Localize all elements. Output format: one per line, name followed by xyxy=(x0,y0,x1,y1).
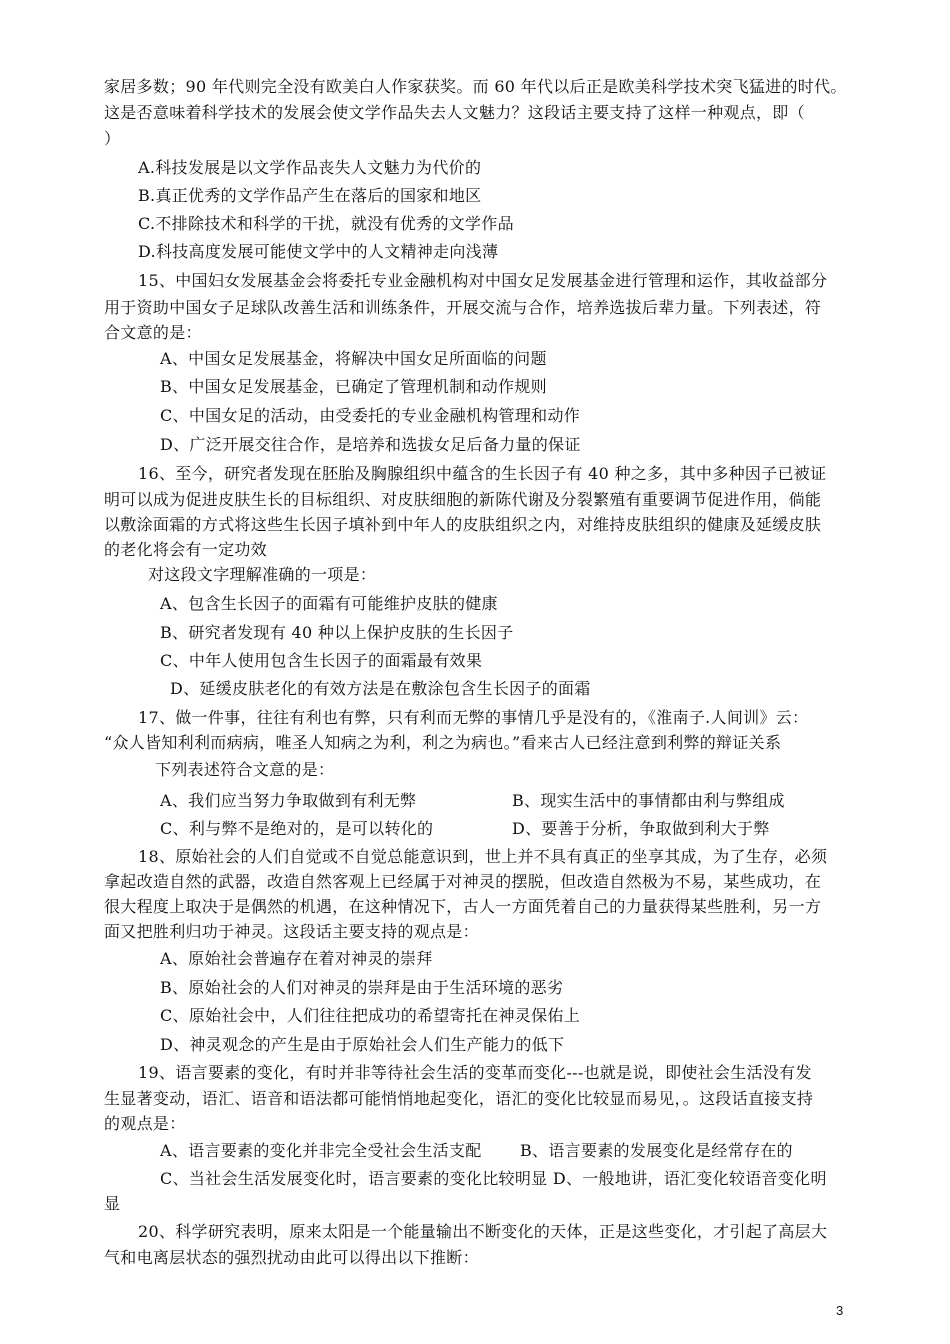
q14-stem-line-2: 这是否意味着科学技术的发展会使文学作品失去人文魅力？这段话主要支持了这样一种观点，即（ xyxy=(104,103,805,122)
q14-option-b: B.真正优秀的文学作品产生在落后的国家和地区 xyxy=(138,186,482,205)
q15-stem-line-3: 合文意的是： xyxy=(104,323,202,342)
q16-stem-line-4: 的老化将会有一定功效 xyxy=(104,540,268,559)
q16-prompt: 对这段文字理解准确的一项是： xyxy=(148,565,377,584)
q17-option-d: D、要善于分析，争取做到利大于弊 xyxy=(512,819,770,838)
q16-stem-line-1: 16、至今，研究者发现在胚胎及胸腺组织中蕴含的生长因子有 40 种之多，其中多种因子已被证 xyxy=(138,464,827,483)
q19-stem-line-1: 19、语言要素的变化，有时并非等待社会生活的变革而变化---也就是说，即使社会生活没有发 xyxy=(138,1063,812,1082)
q14-option-d: D.科技高度发展可能使文学中的人文精神走向浅薄 xyxy=(138,242,499,261)
q15-option-d: D、广泛开展交往合作，是培养和选拔女足后备力量的保证 xyxy=(160,435,581,454)
q19-stem-line-2: 生显著变动，语汇、语音和语法都可能悄悄地起变化，语汇的变化比较显而易见，。这段话直接支持 xyxy=(104,1089,814,1108)
q15-option-a: A、中国女足发展基金，将解决中国女足所面临的问题 xyxy=(160,349,547,368)
q18-stem-line-4: 面又把胜利归功于神灵。这段话主要支持的观点是： xyxy=(104,922,479,941)
q15-stem-line-2: 用于资助中国女子足球队改善生活和训练条件，开展交流与合作，培养选拔后辈力量。下列表述，符 xyxy=(104,298,822,317)
q16-option-a: A、包含生长因子的面霜有可能维护皮肤的健康 xyxy=(160,594,498,613)
q20-stem-line-1: 20、科学研究表明，原来太阳是一个能量输出不断变化的天体，正是这些变化，才引起了高层大 xyxy=(138,1222,828,1241)
q14-stem-line-1: 家居多数；90 年代则完全没有欧美白人作家获奖。而 60 年代以后正是欧美科学技术突飞猛进的时代。 xyxy=(104,77,847,96)
q18-stem-line-1: 18、原始社会的人们自觉或不自觉总能意识到，世上并不具有真正的坐享其成，为了生存，必须 xyxy=(138,847,828,866)
q17-stem-line-1: 17、做一件事，往往有利也有弊，只有利而无弊的事情几乎是没有的，《淮南子.人间训》云： xyxy=(138,708,809,727)
q19-option-d-wrap: 显 xyxy=(104,1194,121,1213)
q19-option-b: B、语言要素的发展变化是经常存在的 xyxy=(520,1141,793,1160)
q16-option-b: B、研究者发现有 40 种以上保护皮肤的生长因子 xyxy=(160,623,514,642)
q16-option-d: D、延缓皮肤老化的有效方法是在敷涂包含生长因子的面霜 xyxy=(170,679,591,698)
q19-option-a: A、语言要素的变化并非完全受社会生活支配 xyxy=(160,1141,482,1160)
q19-option-c-d: C、当社会生活发展变化时，语言要素的变化比较明显 D、一般地讲，语汇变化较语音变化明 xyxy=(160,1169,827,1188)
q17-option-b: B、现实生活中的事情都由利与弊组成 xyxy=(512,791,785,810)
q17-prompt: 下列表述符合文意的是： xyxy=(155,760,335,779)
q20-stem-line-2: 气和电离层状态的强烈扰动由此可以得出以下推断： xyxy=(104,1248,479,1267)
q18-option-d: D、神灵观念的产生是由于原始社会人们生产能力的低下 xyxy=(160,1035,565,1054)
q17-option-c: C、利与弊不是绝对的，是可以转化的 xyxy=(160,819,434,838)
q17-option-a: A、我们应当努力争取做到有利无弊 xyxy=(160,791,417,810)
q14-option-c: C.不排除技术和科学的干扰，就没有优秀的文学作品 xyxy=(138,214,514,233)
q18-option-b: B、原始社会的人们对神灵的崇拜是由于生活环境的恶劣 xyxy=(160,978,564,997)
q15-option-b: B、中国女足发展基金，已确定了管理机制和动作规则 xyxy=(160,377,547,396)
q14-stem-line-3: ） xyxy=(104,129,121,148)
q18-option-c: C、原始社会中，人们往往把成功的希望寄托在神灵保佑上 xyxy=(160,1006,581,1025)
q16-stem-line-2: 明可以成为促进皮肤生长的目标组织、对皮肤细胞的新陈代谢及分裂繁殖有重要调节促进作用，倘能 xyxy=(104,490,822,509)
q19-stem-line-3: 的观点是： xyxy=(104,1114,186,1133)
page-number: 3 xyxy=(836,1303,844,1318)
q14-option-a: A.科技发展是以文学作品丧失人文魅力为代价的 xyxy=(138,158,482,177)
q15-stem-line-1: 15、中国妇女发展基金会将委托专业金融机构对中国女足发展基金进行管理和运作，其收益部分 xyxy=(138,271,828,290)
q17-stem-line-2: “众人皆知利利而病病，唯圣人知病之为利，利之为病也。”看来古人已经注意到利弊的辩证关系 xyxy=(104,733,782,752)
q16-stem-line-3: 以敷涂面霜的方式将这些生长因子填补到中年人的皮肤组织之内，对维持皮肤组织的健康及延缓皮肤 xyxy=(104,515,822,534)
q18-stem-line-3: 很大程度上取决于是偶然的机遇，在这种情况下，古人一方面凭着自己的力量获得某些胜利，另一方 xyxy=(104,897,822,916)
q18-option-a: A、原始社会普遍存在着对神灵的崇拜 xyxy=(160,949,433,968)
q18-stem-line-2: 拿起改造自然的武器，改造自然客观上已经属于对神灵的摆脱，但改造自然极为不易，某些成功，在 xyxy=(104,872,822,891)
q15-option-c: C、中国女足的活动，由受委托的专业金融机构管理和动作 xyxy=(160,406,581,425)
q16-option-c: C、中年人使用包含生长因子的面霜最有效果 xyxy=(160,651,483,670)
